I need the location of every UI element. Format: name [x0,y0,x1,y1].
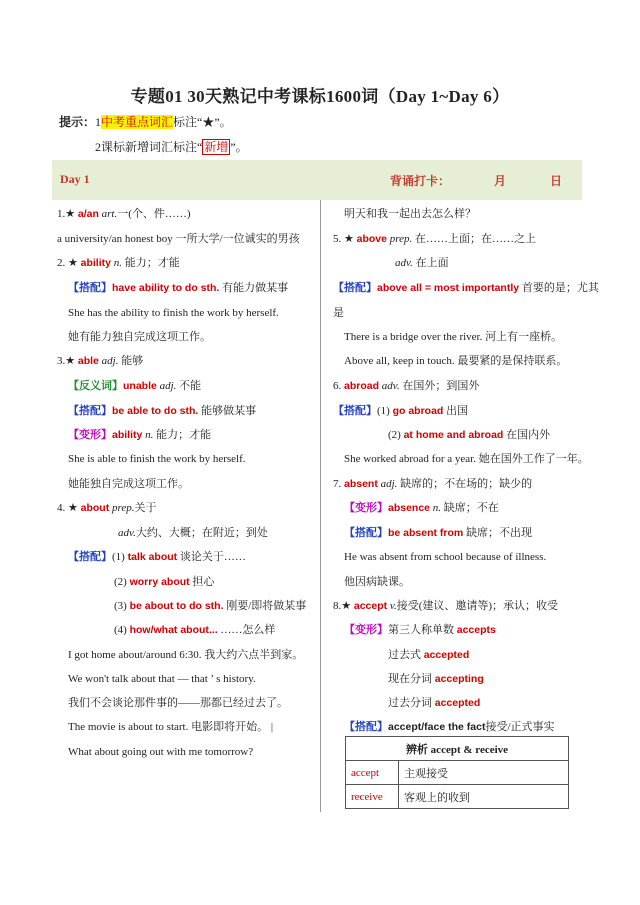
tip-line-2: 2课标新增词汇标注“ 新增 ”。 [95,140,248,154]
entry-absent: 7. absent adj. 缺席的；不在场的；缺少的 [333,478,533,490]
table-cell-meaning: 客观上的收到 [399,785,569,809]
antonym: 【反义词】unable adj. 不能 [68,380,202,392]
column-divider [320,200,321,812]
variant-item: 现在分词 accepting [388,673,484,685]
variant-item: 过去分词 accepted [388,697,481,709]
page-title: 专题01 30天熟记中考课标1600词（Day 1~Day 6） [130,87,510,106]
example-zh: 她有能力独自完成这项工作。 [68,331,211,343]
month-label: 月 [494,174,507,188]
entry-abroad: 6. abroad adv. 在国外；到国外 [333,380,480,392]
example-zh: 她能独自完成这项工作。 [68,478,189,490]
entry-above: 5. ★ above prep. 在……上面；在……之上 [333,233,536,245]
about-adv: adv.大约、大概；在附近；到处 [118,527,268,539]
example: There is a bridge over the river. 河上有一座桥。 [344,331,563,343]
day-band [52,160,582,200]
collocation: 【搭配】accept/face the fact接受/正式事实 [344,721,555,733]
entry-a: 1.★ a/an art.一(个、件……) [57,208,191,220]
date-label: 日 [550,174,563,188]
collocation-item: (3) be about to do sth. 刚要/即将做某事 [114,600,307,612]
entry-about: 4. ★ about prep.关于 [57,502,157,514]
collocation: 【搭配】(1) talk about 谈论关于…… [68,551,246,563]
collocation: 【搭配】be able to do sth. 能够做某事 [68,405,257,417]
example: What about going out with me tomorrow? [68,746,254,758]
above-adv: adv. 在上面 [395,257,449,269]
table-cell-word: receive [346,785,399,809]
comparison-table [345,736,569,809]
example: 我们不会谈论那件事的——那都已经过去了。 [68,697,288,709]
tips-label: 提示： [59,115,96,129]
variant: 【变形】第三人称单数 accepts [344,624,496,636]
example: I got home about/around 6:30. 我大约六点半到家。 [68,649,304,661]
collocation: 【搭配】above all = most importantly 首要的是；尤其 [333,282,599,294]
example-en: She has the ability to finish the work by herself. [68,307,279,319]
example-zh: 他因病缺课。 [344,576,410,588]
variant-item: 过去式 accepted [388,649,470,661]
collocation-item: (4) how/what about... ……怎么样 [114,624,276,636]
example-en: He was absent from school because of illness. [344,551,547,563]
example: Above all, keep in touch. 最要紧的是保持联系。 [344,355,568,367]
collocation: 【搭配】have ability to do sth. 有能力做某事 [68,282,289,294]
variant: 【变形】absence n. 缺席；不在 [344,502,499,514]
table-row [346,785,569,809]
collocation-wrap: 是 [333,307,344,319]
day-label: Day 1 [60,172,90,186]
example: The movie is about to start. 电影即将开始。 | [68,721,274,733]
table-row [346,761,569,785]
example: She worked abroad for a year. 她在国外工作了一年。 [344,453,589,465]
check-label: 背诵打卡： [390,174,451,188]
example-cont: 明天和我一起出去怎么样？ [344,208,476,220]
table-header: 辨析 accept & receive [346,737,569,761]
table-cell-word: accept [346,761,399,785]
new-words-box: 新增 [204,140,229,154]
entry-ability: 2. ★ ability n. 能力；才能 [57,257,180,269]
entry-accept: 8.★ accept v.接受(建议、邀请等)；承认；收受 [333,600,559,612]
variant: 【变形】ability n. 能力；才能 [68,429,212,441]
collocation-item: (2) at home and abroad 在国内外 [388,429,551,441]
example: a university/an honest boy 一所大学/一位诚实的男孩 [57,233,300,245]
example: We won't talk about that — that ’ s history. [68,673,256,685]
collocation-item: (2) worry about 担心 [114,576,215,588]
highlight-key-words: 中考重点词汇 [101,115,174,129]
tip-line-1: 1中考重点词汇标注“★”。 [95,115,232,129]
collocation: 【搭配】(1) go abroad 出国 [333,405,469,417]
example-en: She is able to finish the work by herself. [68,453,246,465]
collocation: 【搭配】be absent from 缺席；不出现 [344,527,533,539]
entry-able: 3.★ able adj. 能够 [57,355,144,367]
table-cell-meaning: 主观接受 [399,761,569,785]
